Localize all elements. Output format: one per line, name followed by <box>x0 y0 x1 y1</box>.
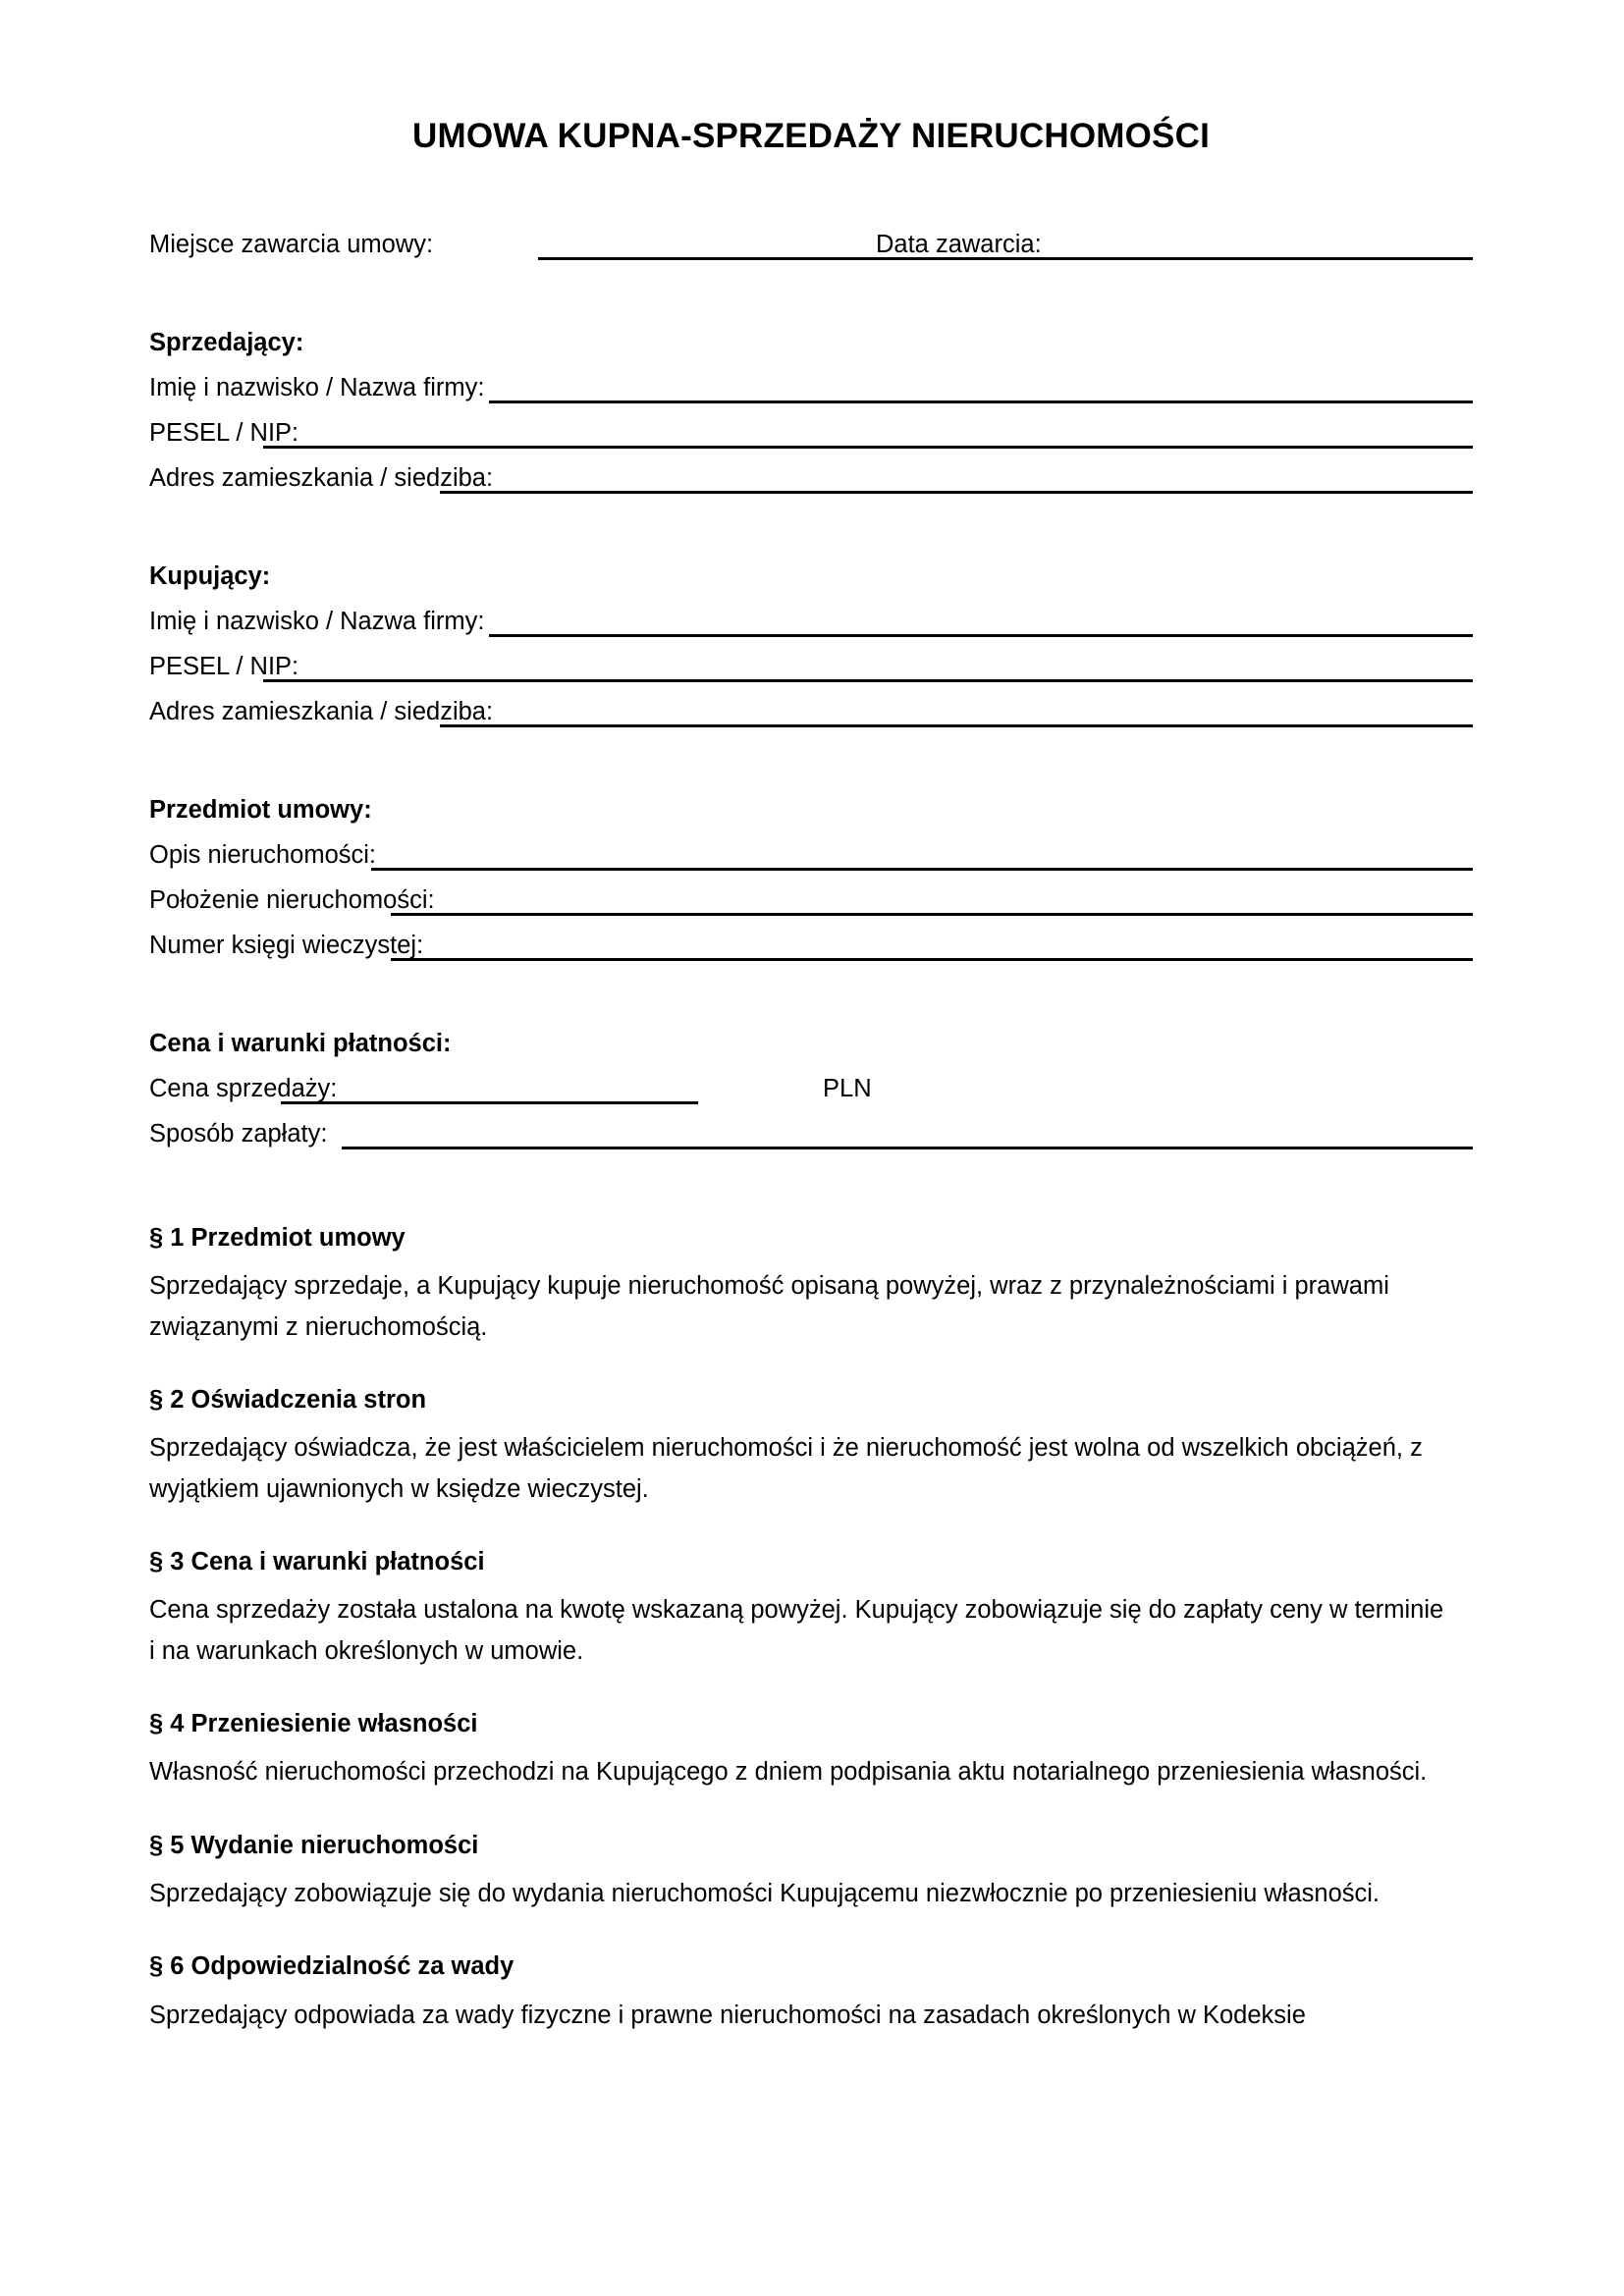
seller-id-row <box>149 410 1473 455</box>
clause-4-title: § 4 Przeniesienie własności <box>149 1710 478 1738</box>
page-title: UMOWA KUPNA-SPRZEDAŻY NIERUCHOMOŚCI <box>411 117 1211 155</box>
clause-6-body: Sprzedający odpowiada za wady fizyczne i prawne nieruchomości na zasadach określonych w Kodeksie <box>149 2001 1306 2029</box>
clause-5-title: § 5 Wydanie nieruchomości <box>149 1831 479 1859</box>
document-content <box>149 0 1473 2036</box>
buyer-address-input-line[interactable] <box>440 724 1473 727</box>
sale-price-label: Cena sprzedaży: <box>149 1075 338 1102</box>
clause-1-title: § 1 Przedmiot umowy <box>149 1224 406 1252</box>
sale-price-row <box>149 1066 1473 1111</box>
buyer-id-input-line[interactable] <box>263 679 1473 682</box>
buyer-address-row <box>149 689 1473 734</box>
seller-id-input-line[interactable] <box>263 446 1473 449</box>
buyer-heading: Kupujący: <box>149 562 271 590</box>
spacer-after-title <box>149 157 1473 222</box>
contract-header-row <box>149 222 1473 267</box>
seller-name-input-line[interactable] <box>489 400 1473 403</box>
clause-3-body: Cena sprzedaży została ustalona na kwotę wskazaną powyżej. Kupujący zobowiązuje się do zapłaty ceny w terminie i na warunkach określonych w umowie. <box>149 1596 1444 1665</box>
land-register-label: Numer księgi wieczystej: <box>149 932 424 959</box>
buyer-name-row <box>149 599 1473 644</box>
property-location-label: Położenie nieruchomości: <box>149 886 435 914</box>
spacer-before-subject <box>149 734 1473 787</box>
subject-heading: Przedmiot umowy: <box>149 796 372 824</box>
clause-1 <box>149 1221 1473 1348</box>
payment-method-label: Sposób zapłaty: <box>149 1120 328 1148</box>
clause-3-title: § 3 Cena i warunki płatności <box>149 1548 485 1576</box>
property-location-input-line[interactable] <box>391 913 1473 916</box>
clause-5 <box>149 1829 1473 1915</box>
buyer-name-input-line[interactable] <box>489 634 1473 637</box>
property-location-row <box>149 878 1473 923</box>
spacer-before-seller <box>149 267 1473 320</box>
clause-2-body: Sprzedający oświadcza, że jest właścicielem nieruchomości i że nieruchomość jest wolna od wszelkich obciążeń, z wyjątkiem ujawnionych w księdze wieczystej. <box>149 1434 1423 1503</box>
spacer-before-buyer <box>149 501 1473 554</box>
clause-4-body: Własność nieruchomości przechodzi na Kupującego z dniem podpisania aktu notarialnego przeniesienia własności. <box>149 1758 1428 1787</box>
property-description-label: Opis nieruchomości: <box>149 841 377 869</box>
price-heading: Cena i warunki płatności: <box>149 1030 452 1057</box>
spacer-before-price <box>149 968 1473 1021</box>
buyer-address-label: Adres zamieszkania / siedziba: <box>149 698 494 725</box>
clause-6-title: § 6 Odpowiedzialność za wady <box>149 1952 514 1981</box>
seller-name-label: Imię i nazwisko / Nazwa firmy: <box>149 374 485 401</box>
land-register-input-line[interactable] <box>391 958 1473 961</box>
spacer-before-clauses <box>149 1156 1473 1221</box>
property-description-row <box>149 832 1473 878</box>
clause-2 <box>149 1383 1473 1510</box>
currency-label: PLN <box>823 1075 872 1102</box>
seller-heading: Sprzedający: <box>149 329 304 356</box>
clause-1-body: Sprzedający sprzedaje, a Kupujący kupuje nieruchomość opisaną powyżej, wraz z przynależnościami i prawami związanymi z nieruchomością. <box>149 1272 1389 1341</box>
seller-id-label: PESEL / NIP: <box>149 419 299 447</box>
sale-price-input-line[interactable] <box>281 1101 698 1104</box>
place-of-contract-label: Miejsce zawarcia umowy: <box>149 231 434 258</box>
clause-5-body: Sprzedający zobowiązuje się do wydania nieruchomości Kupującemu niezwłocznie po przeniesieniu własności. <box>149 1880 1380 1908</box>
seller-address-row <box>149 455 1473 501</box>
contract-header-fill-line[interactable] <box>538 257 1473 260</box>
buyer-name-label: Imię i nazwisko / Nazwa firmy: <box>149 608 485 635</box>
clause-3 <box>149 1545 1473 1672</box>
payment-method-row <box>149 1111 1473 1156</box>
date-of-contract-label: Data zawarcia: <box>876 231 1042 258</box>
clause-4 <box>149 1707 1473 1793</box>
seller-name-row <box>149 365 1473 410</box>
seller-address-label: Adres zamieszkania / siedziba: <box>149 464 494 492</box>
property-description-input-line[interactable] <box>371 868 1473 871</box>
payment-method-input-line[interactable] <box>342 1147 1473 1149</box>
land-register-row <box>149 923 1473 968</box>
buyer-id-label: PESEL / NIP: <box>149 653 299 680</box>
clause-2-title: § 2 Oświadczenia stron <box>149 1386 427 1415</box>
buyer-id-row <box>149 644 1473 689</box>
clause-6 <box>149 1949 1473 2036</box>
seller-address-input-line[interactable] <box>440 491 1473 494</box>
